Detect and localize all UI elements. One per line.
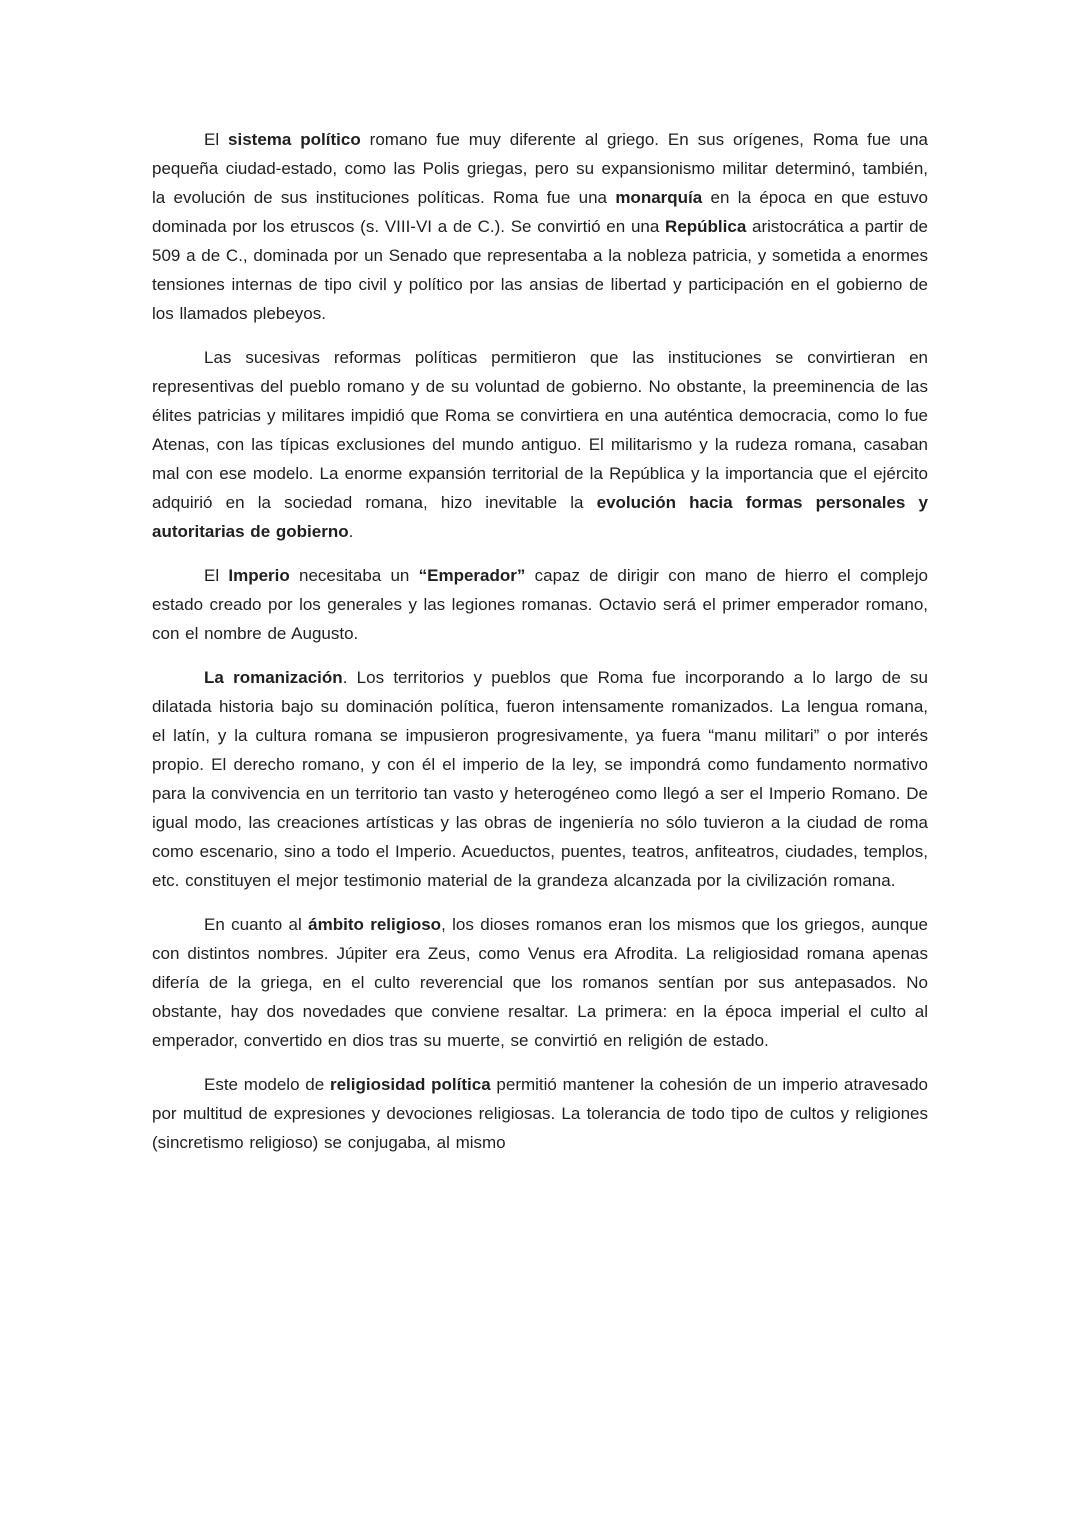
text-run: necesitaba un <box>289 566 419 585</box>
text-run: , los dioses romanos eran los mismos que los griegos, aunque con distintos nombres. Júpiter era Zeus, como Venus era Afrodita. La religiosidad romana apenas difería de la griega, en el culto reverencial que los romanos sentían por sus antepasados. No obstante, hay dos novedades que conviene resaltar. La primera: en la época imperial el culto al emperador, convertido en dios tras su muerte, se convirtió en religión de estado. <box>152 915 928 1050</box>
bold-text-run: sistema político <box>228 130 361 149</box>
paragraph <box>152 663 928 895</box>
bold-text-run: La romanización <box>204 668 343 687</box>
text-run: En cuanto al <box>204 915 309 934</box>
bold-text-run: monarquía <box>615 188 703 207</box>
paragraph <box>152 910 928 1055</box>
text-run: aristocrática a partir de 509 a de C., dominada por un Senado que representaba a la nobleza patricia, y sometida a enormes tensiones internas de tipo civil y político por las ansias de libertad y participación en el gobierno de los llamados plebeyos. <box>152 217 928 323</box>
text-run: . <box>348 522 354 541</box>
bold-text-run: religiosidad política <box>329 1075 491 1094</box>
text-run: Este modelo de <box>204 1075 330 1094</box>
text-run: permitió mantener la cohesión de un imperio atravesado por multitud de expresiones y devociones religiosas. La tolerancia de todo tipo de cultos y religiones (sincretismo religioso) se conjugaba, al mismo <box>152 1075 928 1152</box>
text-run: romano fue muy diferente al griego. En sus orígenes, Roma fue una pequeña ciudad-estado, como las Polis griegas, pero su expansionismo militar determinó, también, la evolución de sus instituciones políticas. Roma fue una <box>152 130 929 207</box>
text-run: El <box>204 130 229 149</box>
text-run: Las sucesivas reformas políticas permitieron que las instituciones se convirtieran en representivas del pueblo romano y de su voluntad de gobierno. No obstante, la preeminencia de las élites patricias y militares impidió que Roma se convirtiera en una auténtica democracia, como lo fue Atenas, con las típicas exclusiones del mundo antiguo. El militarismo y la rudeza romana, casaban mal con ese modelo. La enorme expansión territorial de la República y la importancia que el ejército adquirió en la sociedad romana, hizo inevitable la <box>152 348 928 512</box>
bold-text-run: República <box>665 217 747 236</box>
bold-text-run: Imperio <box>228 566 290 585</box>
paragraph <box>152 343 928 546</box>
paragraph <box>152 561 928 648</box>
bold-text-run: “Emperador” <box>418 566 526 585</box>
text-run: capaz de dirigir con mano de hierro el complejo estado creado por los generales y las legiones romanas. Octavio será el primer emperador romano, con el nombre de Augusto. <box>152 566 928 643</box>
document-body <box>152 125 928 1157</box>
text-run: El <box>204 566 229 585</box>
paragraph <box>152 1070 928 1157</box>
text-run: . Los territorios y pueblos que Roma fue incorporando a lo largo de su dilatada historia bajo su dominación política, fueron intensamente romanizados. La lengua romana, el latín, y la cultura romana se impusieron progresivamente, ya fuera “manu militari” o por interés propio. El derecho romano, y con él el imperio de la ley, se impondrá como fundamento normativo para la convivencia en un territorio tan vasto y heterogéneo como llegó a ser el Imperio Romano. De igual modo, las creaciones artísticas y las obras de ingeniería no sólo tuvieron a la ciudad de roma como escenario, sino a todo el Imperio. Acueductos, puentes, teatros, anfiteatros, ciudades, templos, etc. constituyen el mejor testimonio material de la grandeza alcanzada por la civilización romana. <box>152 668 928 890</box>
bold-text-run: ámbito religioso <box>308 915 442 934</box>
text-run: en la época en que estuvo dominada por los etruscos (s. VIII-VI a de C.). Se convirtió en una <box>152 188 928 236</box>
paragraph <box>152 125 928 328</box>
bold-text-run: evolución hacia formas personales y autoritarias de gobierno <box>152 493 928 541</box>
